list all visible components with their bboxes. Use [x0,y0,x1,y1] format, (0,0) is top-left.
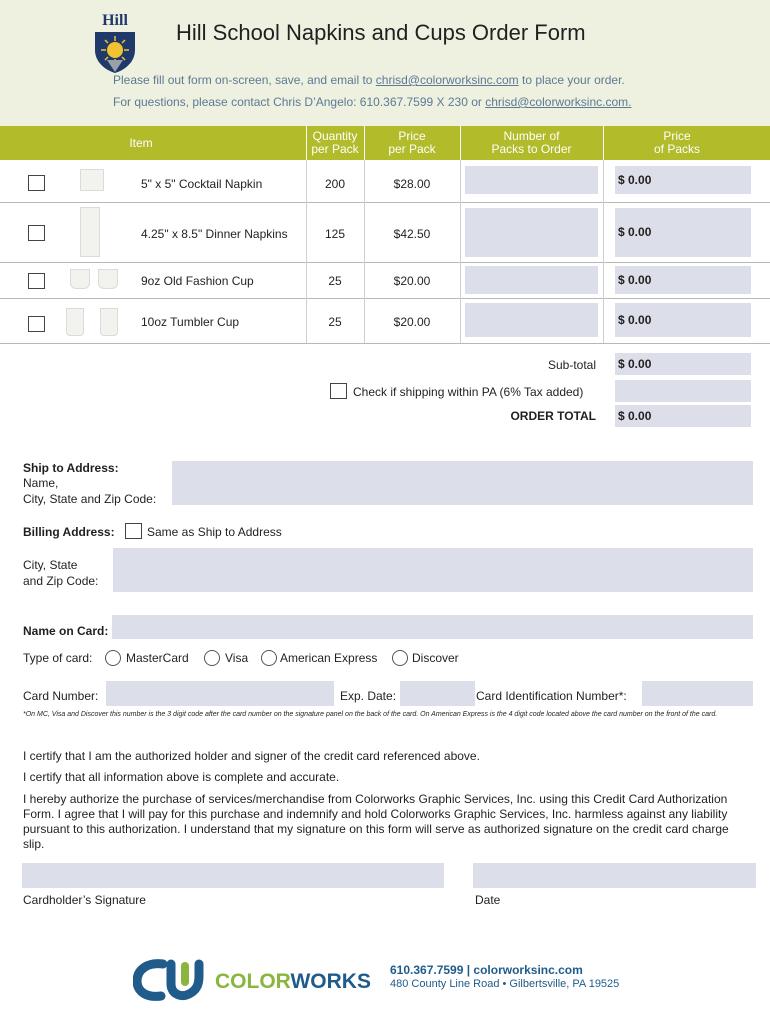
ship-to-address-input[interactable] [172,461,753,505]
footer-contact: 610.367.7599 | colorworksinc.com [390,963,583,977]
item-price: $20.00 [393,274,431,288]
item-qty: 25 [328,274,342,288]
radio-discover-label: Discover [412,651,459,665]
radio-visa[interactable] [204,650,220,666]
questions-line [113,95,631,109]
certify-line-2: I certify that all information above is complete and accurate. [23,770,340,784]
radio-visa-label: Visa [225,651,249,665]
instruction-email-link[interactable]: chrisd@colorworksinc.com [375,73,519,87]
packs-line2: Packs to Order [491,142,572,156]
shipping-pa-checkbox[interactable] [330,383,347,399]
card-number-label: Card Number: [23,689,99,703]
col-header-packs [460,126,603,160]
subtotal-value: $ 0.00 [618,357,652,371]
item-name: 10oz Tumbler Cup [141,315,240,329]
table-row [0,299,770,343]
footer-address: 480 County Line Road • Gilbertsville, PA 19525 [390,978,620,990]
instruction-line [113,73,625,87]
old-fashion-cup-thumbnail [70,269,90,289]
colorworks-wordmark [215,970,371,994]
row-total-value: $ 0.00 [618,313,652,327]
questions-email-link[interactable]: chrisd@colorworksinc.com. [485,95,632,109]
qty-line2: per Pack [311,142,359,156]
packs-input[interactable] [465,303,598,337]
row-total-value: $ 0.00 [618,273,652,287]
billing-address-input[interactable] [113,548,753,592]
col-header-price [364,126,460,160]
row-select-checkbox[interactable] [28,316,45,332]
billing-city-label-1: City, State [23,558,78,572]
name-on-card-label: Name on Card: [23,624,109,638]
row-select-checkbox[interactable] [28,175,45,191]
order-total-field [615,405,751,427]
exp-date-label: Exp. Date: [340,689,397,703]
name-on-card-input[interactable] [112,615,753,639]
total-line1: Price [663,129,691,143]
item-name: 5" x 5" Cocktail Napkin [141,177,263,191]
colorworks-mark-icon [133,958,213,1002]
item-name: 4.25" x 8.5" Dinner Napkins [141,227,288,241]
item-name: 9oz Old Fashion Cup [141,274,254,288]
col-header-quantity [306,126,364,160]
item-price: $42.50 [393,227,431,241]
row-total-field [615,266,751,294]
brand-color: COLOR [215,970,291,993]
total-line2: of Packs [653,142,701,156]
tumbler-cup-thumbnail [66,308,84,336]
radio-discover[interactable] [392,650,408,666]
exp-date-input[interactable] [400,681,475,706]
row-select-checkbox[interactable] [28,225,45,241]
page-title: Hill School Napkins and Cups Order Form [176,20,586,45]
tumbler-cup-clear-thumbnail [100,308,118,336]
packs-input[interactable] [465,208,598,257]
hill-shield-icon [93,30,137,74]
authorization-paragraph: I hereby authorize the purchase of services/merchandise from Colorworks Graphic Services, Inc. using this Credit Card Authorization Form. I agree that I will pay for this purchase and indemnify and hold Colorworks Graphic Services, Inc. harmless against any liability pursuant to this authorization. I understand that my signature on this form will serve as authorized signature on the credit card charge slip. [23,792,729,851]
date-input[interactable] [473,863,756,888]
cocktail-napkin-thumbnail [80,169,104,191]
shipping-pa-label: Check if shipping within PA (6% Tax added) [353,385,584,399]
same-as-ship-checkbox[interactable] [125,523,142,539]
card-number-input[interactable] [106,681,334,706]
row-total-field [615,166,751,194]
ship-to-sub1: Name, [23,476,59,490]
ship-to-label: Ship to Address: [23,461,119,475]
colorworks-logo [133,958,373,1002]
item-qty: 25 [328,315,342,329]
table-row [0,203,770,262]
order-total-value: $ 0.00 [618,409,652,423]
date-label: Date [475,893,501,907]
table-header [0,126,770,160]
same-as-ship-label: Same as Ship to Address [147,525,282,539]
table-row [0,263,770,298]
cardholder-signature-label: Cardholder’s Signature [23,893,146,907]
radio-mastercard-label: MasterCard [126,651,189,665]
item-price: $28.00 [393,177,431,191]
ship-to-sub2: City, State and Zip Code: [23,492,157,506]
radio-american-express-label: American Express [280,651,378,665]
item-price: $20.00 [393,315,431,329]
old-fashion-cup-clear-thumbnail [98,269,118,289]
dinner-napkin-thumbnail [80,207,100,257]
brand-works: WORKS [290,970,371,993]
subtotal-field [615,353,751,375]
card-type-label: Type of card: [23,651,93,665]
col-header-total [603,126,751,160]
cid-input[interactable] [642,681,753,706]
radio-american-express[interactable] [261,650,277,666]
signature-input[interactable] [22,863,444,888]
hill-logo-text: Hill [102,12,128,29]
table-row [0,160,770,202]
hill-logo [93,12,137,74]
packs-input[interactable] [465,166,598,194]
tax-field [615,380,751,402]
item-qty: 200 [324,177,346,191]
billing-city-label-2: and Zip Code: [23,574,99,588]
billing-address-label: Billing Address: [23,525,115,539]
row-total-field [615,208,751,257]
price-line1: Price [398,129,426,143]
instruction-text: Please fill out form on-screen, save, and email to [113,73,376,87]
item-qty: 125 [324,227,346,241]
row-total-field [615,303,751,337]
qty-line1: Quantity [312,129,358,143]
price-line2: per Pack [388,142,436,156]
cid-label: Card Identification Number*: [476,689,627,703]
order-total-label: ORDER TOTAL [510,409,596,423]
questions-text: For questions, please contact Chris D’Angelo: 610.367.7599 X 230 or [113,95,486,109]
cid-footnote: *On MC, Visa and Discover this number is the 3 digit code after the card number on the signature panel on the back of the card. On American Express is the 4 digit code located above the card number on the front of the card. [23,711,718,718]
certify-line-1: I certify that I am the authorized holder and signer of the credit card referenced above. [23,749,480,763]
row-select-checkbox[interactable] [28,273,45,289]
packs-line1: Number of [503,129,560,143]
packs-input[interactable] [465,266,598,294]
subtotal-label: Sub-total [547,358,596,372]
instruction-text-end: to place your order. [518,73,625,87]
row-total-value: $ 0.00 [618,173,652,187]
col-header-item: Item [129,135,153,150]
row-total-value: $ 0.00 [618,225,652,239]
radio-mastercard[interactable] [105,650,121,666]
